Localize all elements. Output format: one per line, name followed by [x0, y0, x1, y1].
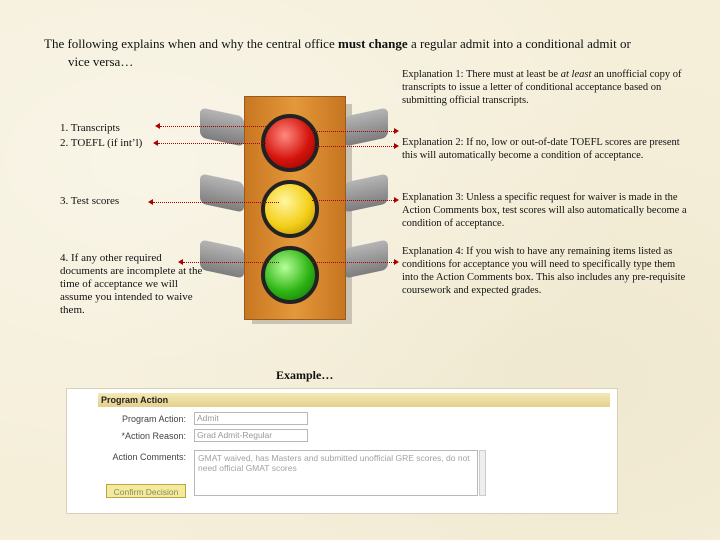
explanation-1 [402, 68, 690, 107]
action-reason-label: *Action Reason: [121, 431, 186, 441]
arrowhead-icon [148, 199, 153, 205]
intro-part2: a regular admit into a conditional admit or [407, 36, 631, 51]
explanation-3: Explanation 3: Unless a specific request for waiver is made in the Action Comments box, test scores will also automatically become a condition of acceptance. [402, 192, 687, 229]
example-label: Example… [276, 368, 334, 382]
arrowhead-icon [394, 143, 399, 149]
explanation-2: Explanation 2: If no, low or out-of-date TOEFL scores are present this will automatically become a condition of acceptance. [402, 137, 680, 161]
arrowhead-icon [394, 259, 399, 265]
explanation-4: Explanation 4: If you wish to have any remaining items listed as conditions for acceptance you will need to specifically type them into the Action Comments box. This also includes any pre-requisite coursework and expected grades. [402, 246, 686, 296]
arrowhead-icon [153, 140, 158, 146]
program-action-select[interactable]: Admit [194, 412, 308, 425]
arrow-expl4 [312, 262, 396, 263]
arrow-transcripts [160, 126, 266, 127]
arrowhead-icon [394, 128, 399, 134]
confirm-decision-button[interactable]: Confirm Decision [106, 484, 186, 498]
program-action-label: Program Action: [121, 414, 186, 424]
explanation-1-pre: Explanation 1: There must at least be [402, 69, 561, 80]
arrow-expl3 [312, 200, 396, 201]
arrow-test-scores [153, 202, 279, 203]
explanation-1-emphasis: at least [560, 69, 592, 80]
intro-text [44, 35, 704, 71]
intro-part1: The following explains when and why the central office [44, 36, 338, 51]
arrowhead-icon [178, 259, 183, 265]
form-section-title: Program Action [98, 393, 610, 407]
arrowhead-icon [394, 197, 399, 203]
intro-bold: must change [337, 36, 408, 51]
red-lamp-icon [261, 114, 319, 172]
comments-scrollbar[interactable] [479, 450, 486, 496]
action-comments-label: Action Comments: [112, 452, 186, 462]
item-test-scores: 3. Test scores [60, 195, 120, 207]
arrow-other-docs [183, 262, 279, 263]
item-other-documents: 4. If any other required documents are incomplete at the time of acceptance we will assume you intended to waive them. [60, 252, 203, 316]
arrow-toefl [158, 143, 266, 144]
green-lamp-icon [261, 246, 319, 304]
item-toefl: 2. TOEFL (if int’l) [60, 137, 143, 149]
arrow-expl2 [312, 146, 396, 147]
yellow-lamp-icon [261, 180, 319, 238]
arrow-expl1 [312, 131, 396, 132]
explanation-1-post: an unofficial copy of transcripts to issue a letter of conditional acceptance based on submitting official transcripts. [402, 69, 682, 106]
action-comments-textarea[interactable]: GMAT waived, has Masters and submitted unofficial GRE scores, do not need official GMAT scores [194, 450, 478, 496]
intro-line2: vice versa… [68, 54, 134, 69]
action-reason-select[interactable]: Grad Admit-Regular [194, 429, 308, 442]
arrowhead-icon [155, 123, 160, 129]
item-transcripts: 1. Transcripts [60, 122, 120, 134]
